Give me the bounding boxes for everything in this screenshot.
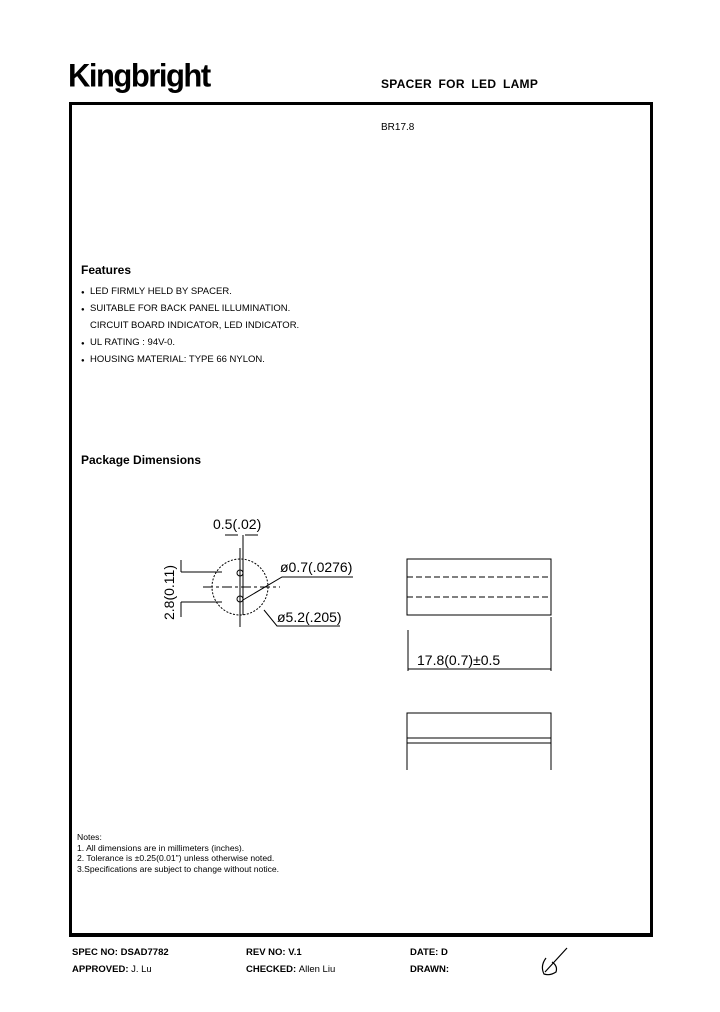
top-view-outline [407, 713, 551, 770]
package-heading: Package Dimensions [81, 453, 202, 467]
notes-section [77, 832, 279, 874]
approved-label: APPROVED: [72, 964, 129, 975]
document-title: SPACER FOR LED LAMP [381, 77, 539, 91]
note-item: 3.Specifications are subject to change without notice. [77, 863, 280, 874]
slot-width-label: 0.5(.02) [213, 516, 262, 532]
feature-text: LED FIRMLY HELD BY SPACER. [90, 286, 232, 297]
checked-label: CHECKED: [246, 964, 297, 975]
note-item: 1. All dimensions are in millimeters (inches). [77, 842, 245, 853]
signature-drawing [542, 948, 567, 975]
feature-text: HOUSING MATERIAL: TYPE 66 NYLON. [90, 354, 265, 365]
bullet-icon: ● [81, 358, 85, 364]
bullet-icon: ● [81, 341, 85, 347]
feature-text: UL RATING : 94V-0. [90, 337, 175, 348]
part-number: BR17.8 [381, 122, 415, 133]
drawn-label: DRAWN: [410, 964, 450, 975]
rev-label: REV NO: [246, 947, 286, 958]
spec-value: DSAD7782 [120, 947, 169, 958]
side-view-rect [407, 559, 551, 615]
date-value: D [440, 947, 448, 958]
checked [246, 964, 335, 975]
spec-no [72, 947, 169, 958]
features-heading: Features [81, 263, 132, 277]
outer-dia-label: ø5.2(.205) [277, 609, 342, 625]
date [410, 947, 448, 958]
approved-value: J. Lu [131, 964, 152, 975]
note-item: 2. Tolerance is ±0.25(0.01") unless otherwise noted. [77, 853, 275, 863]
notes-heading: Notes: [77, 832, 102, 842]
approved [72, 964, 152, 975]
bullet-icon: ● [81, 290, 85, 296]
hole-leader [243, 577, 353, 600]
rev-no [246, 947, 302, 958]
drawn [410, 964, 449, 975]
date-label: DATE: [410, 947, 439, 958]
feature-text: SUITABLE FOR BACK PANEL ILLUMINATION. [90, 303, 291, 314]
length-label: 17.8(0.7)±0.5 [417, 652, 501, 668]
feature-text: CIRCUIT BOARD INDICATOR, LED INDICATOR. [90, 320, 300, 331]
rev-value: V.1 [288, 947, 302, 958]
spec-label: SPEC NO: [72, 947, 118, 958]
checked-value: Allen Liu [298, 964, 336, 975]
kingbright-logo: Kingbright [68, 57, 210, 94]
hole-dia-label: ø0.7(.0276) [280, 559, 353, 575]
pitch-label: 2.8(0.11) [161, 565, 177, 620]
bullet-icon: ● [81, 307, 85, 313]
